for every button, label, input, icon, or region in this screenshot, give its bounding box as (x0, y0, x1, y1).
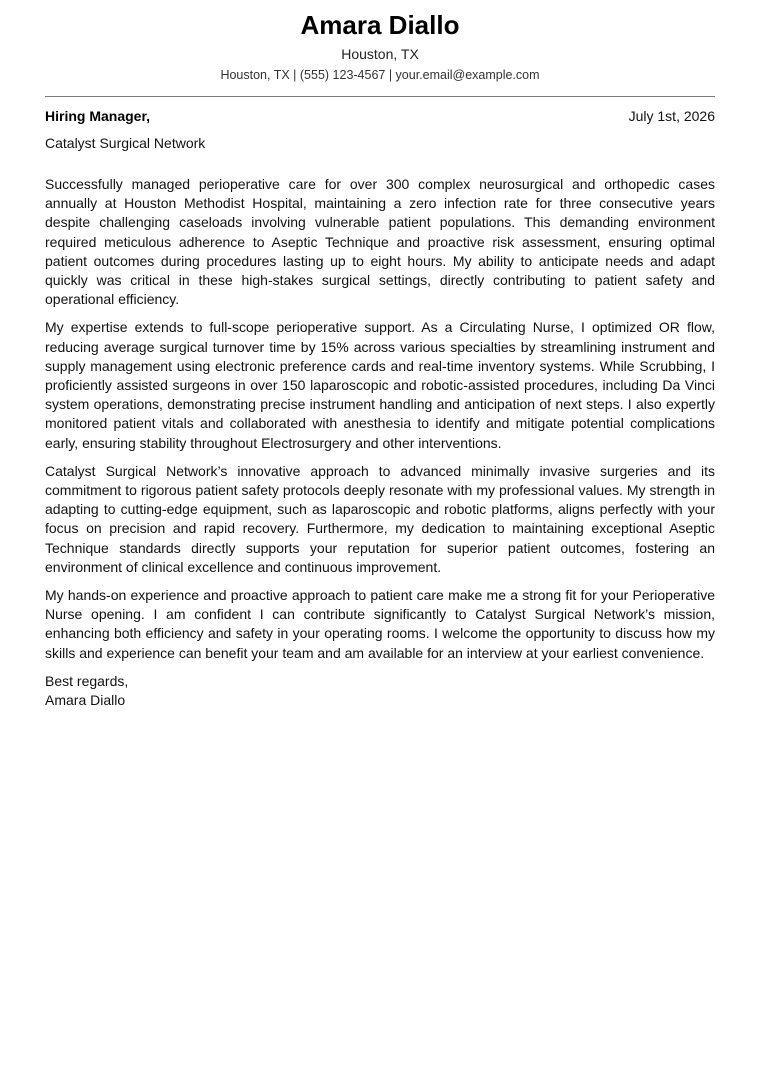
letter-closing (45, 672, 715, 710)
recipient-date-row (45, 107, 715, 125)
letter-date: July 1st, 2026 (628, 108, 715, 124)
body-paragraph-3: Catalyst Surgical Network’s innovative approach to advanced minimally invasive surgeries and its commitment to rigorous patient safety protocols deeply resonate with my professional values. My strength in adapting to cutting-edge equipment, such as laparoscopic and robotic platforms, aligns perfectly with your focus on precision and rapid recovery. Furthermore, my dedication to maintaining exceptional Aseptic Technique standards directly supports your reputation for superior patient outcomes, fostering an environment of clinical excellence and continuous improvement. (45, 462, 715, 575)
header-divider (45, 96, 715, 97)
applicant-contact-line: Houston, TX | (555) 123-4567 | your.email@example.com (220, 68, 540, 82)
body-paragraph-2: My expertise extends to full-scope perioperative support. As a Circulating Nurse, I optimized OR flow, reducing average surgical turnover time by 15% across various specialties by streamlining instrument and supply management using electronic preference cards and real-time inventory systems. While Scrubbing, I proficiently assisted surgeons in over 150 laparoscopic and robotic-assisted procedures, including Da Vinci system operations, demonstrating precise instrument handling and anticipation of next steps. I also expertly monitored patient vitals and collaborated with anesthesia to identify and mitigate potential complications early, ensuring stability throughout Electrosurgery and other interventions. (45, 319, 715, 451)
letter-header (45, 0, 715, 83)
signature-name: Amara Diallo (45, 692, 126, 709)
closing-phrase: Best regards, (45, 672, 129, 689)
applicant-location: Houston, TX (341, 46, 419, 62)
company-name: Catalyst Surgical Network (45, 135, 206, 151)
body-paragraph-4: My hands-on experience and proactive approach to patient care make me a strong fit for your Perioperative Nurse opening. I am confident I can contribute significantly to Catalyst Surgical Network’s mission, enhancing both efficiency and safety in your operating rooms. I welcome the opportunity to discuss how my skills and experience can benefit your team and am available for an interview at your earliest convenience. (45, 587, 715, 661)
applicant-name: Amara Diallo (300, 10, 460, 40)
body-paragraph-1: Successfully managed perioperative care for over 300 complex neurosurgical and orthopedic cases annually at Houston Methodist Hospital, maintaining a zero infection rate for three consecutive years despite challenging caseloads involving vulnerable patient populations. This demanding environment required meticulous adherence to Aseptic Technique and proactive risk assessment, ensuring optimal patient outcomes during procedures lasting up to eight hours. My ability to anticipate needs and adapt quickly was critical in these high-stakes surgical settings, directly contributing to patient safety and operational efficiency. (45, 176, 715, 308)
recipient-salutation: Hiring Manager, (45, 108, 151, 124)
letter-body (45, 175, 715, 663)
